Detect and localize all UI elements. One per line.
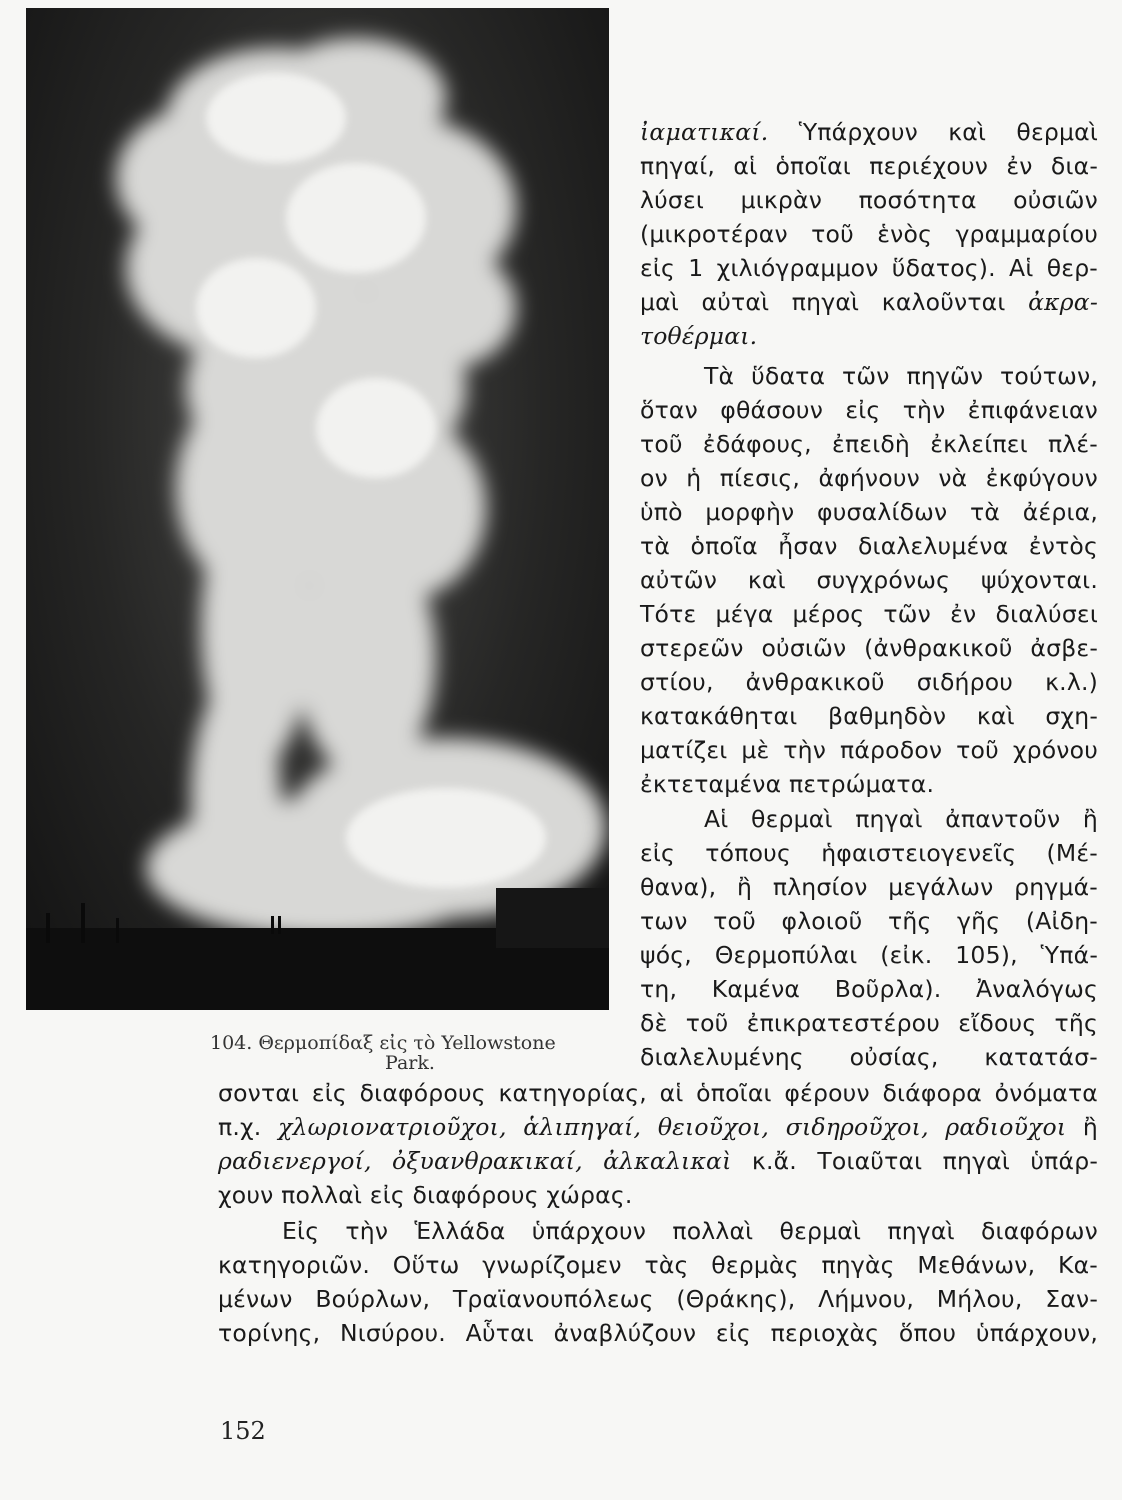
text-line: αὐτῶν καὶ συγχρόνως ψύχονται. xyxy=(640,566,1098,594)
caption-line-1: 104. Θερμοπίδαξ εἰς τὸ Yellowstone xyxy=(210,1032,556,1054)
text-line: ματίζει μὲ τὴν πάροδον τοῦ χρόνου xyxy=(640,736,1098,764)
text-line: των τοῦ φλοιοῦ τῆς γῆς (Αἰδη- xyxy=(640,907,1098,935)
text-line: διαλελυμένης οὐσίας, κατατάσ- xyxy=(640,1043,1098,1071)
text-line: πηγαί, αἱ ὁποῖαι περιέχουν ἐν δια- xyxy=(640,152,1098,180)
text-line: τη, Καμένα Βοῦρλα). Ἀναλόγως xyxy=(640,975,1098,1003)
text-line: ψός, Θερμοπύλαι (εἰκ. 105), Ὑπά- xyxy=(640,941,1098,969)
text-line: Αἱ θερμαὶ πηγαὶ ἀπαντοῦν ἢ xyxy=(704,805,1098,833)
text-line: δὲ τοῦ ἐπικρατεστέρου εἴδους τῆς xyxy=(640,1009,1098,1037)
text-line: Τὰ ὕδατα τῶν πηγῶν τούτων, xyxy=(704,362,1098,390)
text-line: θανα), ἢ πλησίον μεγάλων ρηγμά- xyxy=(640,873,1098,901)
caption-line-2: Park. xyxy=(385,1052,435,1074)
text-line: Εἰς τὴν Ἑλλάδα ὑπάρχουν πολλαὶ θερμαὶ πηγαὶ διαφόρων xyxy=(282,1217,1098,1245)
text-line: Τότε μέγα μέρος τῶν ἐν διαλύσει xyxy=(640,600,1098,628)
geyser-illustration xyxy=(26,8,609,1010)
text-line: μαὶ αὐταὶ πηγαὶ καλοῦνται ἀκρα- xyxy=(640,288,1098,316)
text-line: ὑπὸ μορφὴν φυσαλίδων τὰ ἀέρια, xyxy=(640,498,1098,526)
text-line: τορίνης, Νισύρου. Αὗται ἀναβλύζουν εἰς περιοχὰς ὅπου ὑπάρχουν, xyxy=(218,1319,1098,1347)
text-line: στίου, ἀνθρακικοῦ σιδήρου κ.λ.) xyxy=(640,668,1098,696)
text-line: μένων Βούρλων, Τραϊανουπόλεως (Θράκης), Λήμνου, Μήλου, Σαν- xyxy=(218,1285,1098,1313)
text-line: ραδιενεργοί, ὀξυανθρακικαί, ἀλκαλικαὶ κ.ἄ. Τοιαῦται πηγαὶ ὑπάρ- xyxy=(218,1147,1099,1175)
text-line: χουν πολλαὶ εἰς διαφόρους χώρας. xyxy=(218,1181,633,1209)
text-line: ον ἡ πίεσις, ἀφήνουν νὰ ἐκφύγουν xyxy=(640,464,1098,492)
text-line: τοῦ ἐδάφους, ἐπειδὴ ἐκλείπει πλέ- xyxy=(640,430,1098,458)
text-line: (μικροτέραν τοῦ ἑνὸς γραμμαρίου xyxy=(640,220,1098,248)
text-line: τὰ ὁποῖα ἦσαν διαλελυμένα ἐντὸς xyxy=(640,532,1098,560)
text-line: κατακάθηται βαθμηδὸν καὶ σχη- xyxy=(640,702,1098,730)
text-line: εἰς τόπους ἡφαιστειογενεῖς (Μέ- xyxy=(640,839,1098,867)
text-line: στερεῶν οὐσιῶν (ἀνθρακικοῦ ἀσβε- xyxy=(640,634,1098,662)
text-line: π.χ. χλωριονατριοῦχοι, ἁλιπηγαί, θειοῦχοι, σιδηροῦχοι, ραδιοῦχοι ἢ xyxy=(218,1113,1098,1141)
text-line: σονται εἰς διαφόρους κατηγορίας, αἱ ὁποῖαι φέρουν διάφορα ὀνόματα xyxy=(218,1079,1098,1107)
text-line: ἰαματικαί. Ὑπάρχουν καὶ θερμαὶ xyxy=(640,118,1098,146)
text-line: τοθέρμαι. xyxy=(640,322,758,350)
text-line: ἐκτεταμένα πετρώματα. xyxy=(640,770,935,798)
text-line: κατηγοριῶν. Οὕτω γνωρίζομεν τὰς θερμὰς πηγὰς Μεθάνων, Κα- xyxy=(218,1251,1098,1279)
geyser-photo xyxy=(26,8,609,1010)
text-line: λύσει μικρὰν ποσότητα οὐσιῶν xyxy=(640,186,1098,214)
text-line: ὅταν φθάσουν εἰς τὴν ἐπιφάνειαν xyxy=(640,396,1098,424)
text-line: εἰς 1 χιλιόγραμμον ὕδατος). Αἱ θερ- xyxy=(640,254,1098,282)
page-number: 152 xyxy=(220,1417,266,1445)
figure-caption xyxy=(210,1033,610,1073)
